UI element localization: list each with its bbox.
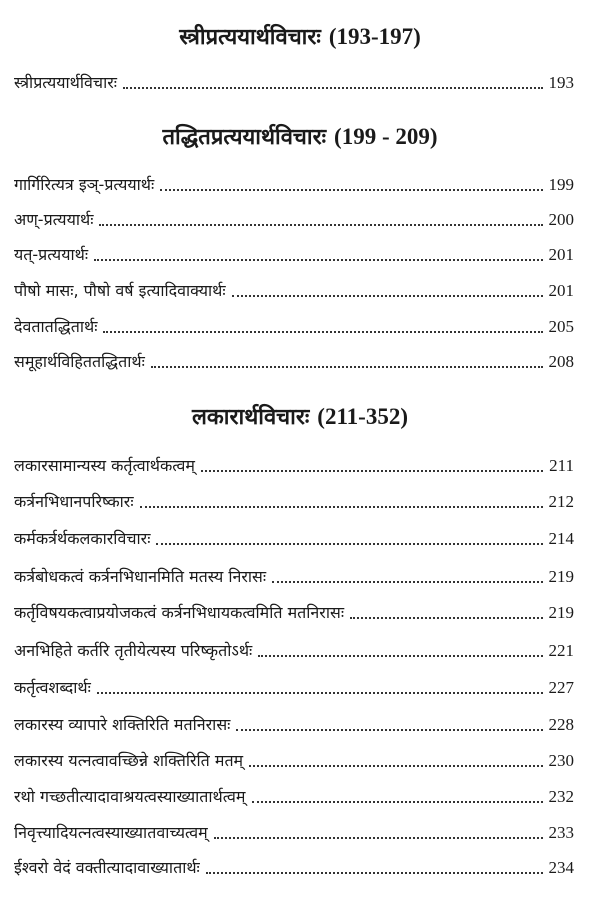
toc-entry[interactable] [14, 673, 574, 699]
entry-text: पौषो मासः, पौषो वर्ष इत्यादिवाक्यार्थः [14, 281, 226, 300]
dot-leader [214, 837, 543, 839]
section-title-text: लकारार्थविचारः [191, 404, 310, 430]
dot-leader [156, 543, 542, 545]
dot-leader [140, 506, 543, 508]
dot-leader [123, 87, 543, 89]
toc-entry[interactable] [14, 487, 574, 513]
dot-leader [201, 470, 543, 472]
entry-page-number: 199 [548, 175, 574, 194]
dot-leader [252, 801, 543, 803]
entry-page-number: 200 [548, 210, 574, 229]
entry-text: निवृत्त्यादियत्नत्वस्याख्यातवाच्यत्वम् [14, 823, 208, 842]
entry-page-number: 211 [549, 456, 574, 475]
toc-entry[interactable] [14, 818, 574, 844]
entry-page-number: 212 [548, 492, 574, 511]
entry-text: यत्-प्रत्ययार्थः [14, 245, 89, 264]
toc-entry[interactable] [14, 782, 574, 808]
dot-leader [249, 765, 542, 767]
dot-leader [272, 581, 542, 583]
dot-leader [206, 872, 543, 874]
toc-entry[interactable] [14, 598, 574, 624]
entry-text: लकारसामान्यस्य कर्तृत्वार्थकत्वम् [14, 456, 195, 475]
dot-leader [350, 617, 542, 619]
toc-entry[interactable] [14, 710, 574, 736]
dot-leader [151, 366, 543, 368]
section-title-text: स्त्रीप्रत्ययार्थविचारः [179, 24, 321, 50]
entry-text: कर्तृविषयकत्वाप्रयोजकत्वं कर्त्रनभिधायकत्वमिति मतनिरासः [14, 603, 345, 622]
section-title-stripratyaya [0, 22, 600, 52]
entry-page-number: 234 [548, 858, 574, 877]
entry-page-number: 201 [548, 281, 574, 300]
toc-entry[interactable] [14, 562, 574, 588]
entry-page-number: 221 [548, 641, 574, 660]
dot-leader [103, 331, 542, 333]
entry-page-number: 219 [548, 567, 574, 586]
dot-leader [236, 729, 542, 731]
section-title-text: तद्धितप्रत्ययार्थविचारः [162, 124, 327, 150]
entry-page-number: 233 [548, 823, 574, 842]
toc-entry[interactable] [14, 636, 574, 662]
dot-leader [258, 655, 542, 657]
dot-leader [97, 692, 543, 694]
toc-entry[interactable] [14, 746, 574, 772]
entry-text: समूहार्थविहिततद्धितार्थः [14, 352, 145, 371]
entry-text: रथो गच्छतीत्यादावाश्रयत्वस्याख्यातार्थत्वम् [14, 787, 246, 806]
entry-page-number: 201 [548, 245, 574, 264]
entry-page-number: 205 [548, 317, 574, 336]
section-title-lakara [0, 402, 600, 432]
toc-entry[interactable] [14, 205, 574, 231]
toc-entry[interactable] [14, 524, 574, 550]
toc-entry[interactable] [14, 853, 574, 879]
entry-page-number: 193 [548, 73, 574, 92]
entry-text: कर्तृत्वशब्दार्थः [14, 678, 91, 697]
section-page-range: (211-352) [317, 404, 409, 429]
section-page-range: (193-197) [328, 24, 421, 49]
toc-entry[interactable] [14, 68, 574, 94]
entry-text: देवतातद्धितार्थः [14, 317, 98, 336]
toc-entry[interactable] [14, 451, 574, 477]
entry-text: अनभिहिते कर्तरि तृतीयेत्यस्य परिष्कृतोऽर्थः [14, 641, 253, 660]
entry-text: लकारस्य यत्नत्वावच्छिन्ने शक्तिरिति मतम् [14, 751, 244, 770]
dot-leader [94, 259, 542, 261]
entry-text: लकारस्य व्यापारे शक्तिरिति मतनिरासः [14, 715, 231, 734]
entry-text: कर्त्रनभिधानपरिष्कारः [14, 492, 134, 511]
entry-page-number: 227 [548, 678, 574, 697]
entry-page-number: 214 [548, 529, 574, 548]
entry-text: अण्-प्रत्ययार्थः [14, 210, 94, 229]
entry-page-number: 230 [548, 751, 574, 770]
toc-entry[interactable] [14, 347, 574, 373]
entry-text: ईश्वरो वेदं वक्तीत्यादावाख्यातार्थः [14, 858, 200, 877]
entry-text: गार्गिरित्यत्र इञ्-प्रत्ययार्थः [14, 175, 155, 194]
entry-page-number: 208 [548, 352, 574, 371]
dot-leader [160, 189, 542, 191]
section-page-range: (199 - 209) [334, 124, 438, 149]
entry-page-number: 219 [548, 603, 574, 622]
toc-entry[interactable] [14, 276, 574, 302]
entry-text: स्त्रीप्रत्ययार्थविचारः [14, 73, 117, 92]
toc-entry[interactable] [14, 312, 574, 338]
toc-entry[interactable] [14, 240, 574, 266]
section-title-taddhita [0, 122, 600, 152]
dot-leader [232, 295, 543, 297]
entry-page-number: 228 [548, 715, 574, 734]
dot-leader [99, 224, 542, 226]
entry-page-number: 232 [548, 787, 574, 806]
entry-text: कर्त्रबोधकत्वं कर्त्रनभिधानमिति मतस्य निरासः [14, 567, 267, 586]
entry-text: कर्मकर्त्रर्थकलकारविचारः [14, 529, 151, 548]
toc-entry[interactable] [14, 170, 574, 196]
